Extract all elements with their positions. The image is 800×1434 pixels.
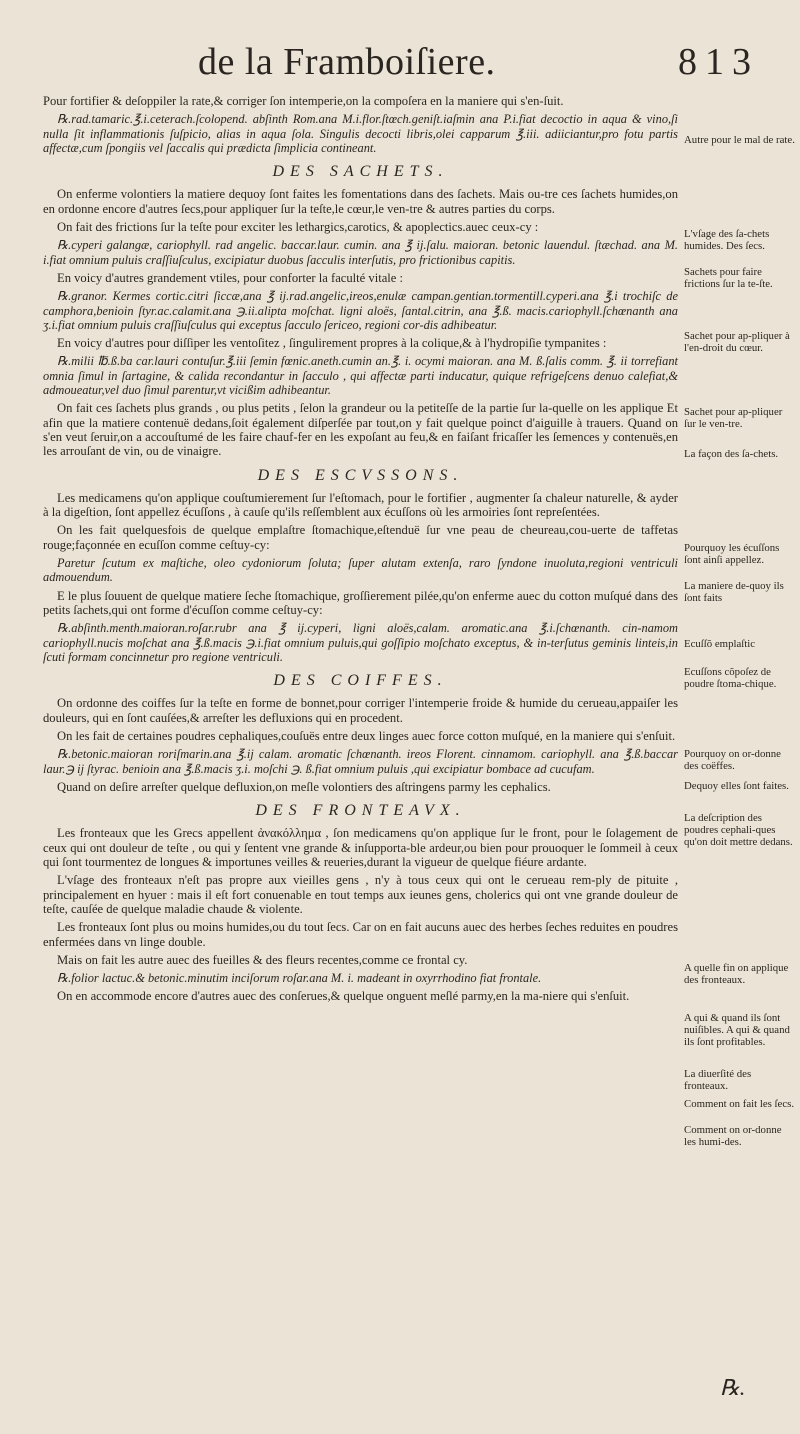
margin-note: Ecuſſons cõpoſez de poudre ſtoma-chique.: [684, 666, 777, 690]
body-paragraph: On les fait de certaines poudres cephaliques,couſuës entre deux linges auec force cotton muſqué, en la maniere qui s'enſuit.: [57, 728, 676, 743]
running-title: de la Framboiſiere.: [198, 41, 496, 83]
body-paragraph: On les fait quelquesfois de quelque emplaſtre ſtomachique,eſtenduë ſur vne peau de cheureau,cou-uerte de taffetas rouge;façonnée en ecuſſon comme ceſtuy-cy:: [43, 523, 678, 552]
recipe-paragraph: ℞.granor. Kermes cortic.citri ſiccæ,ana ℥ ij.rad.angelic,ireos,enulæ campan.gentian.tormentill.cyperi.ana ℥.i trochiſc de camphora,benioin ſtyr.ac.calamit.ana ℈.ii.alipta moſchat. ligni aloës, ſantal.citrin, ana ℥.ß. macis.cariophyll.ſchœnanth ana ʒ.i.fiat omnium puluis craſſiuſculus qui exceptus ſacculo ſericeo, regioni cor-dis adhibeatur.: [43, 289, 678, 332]
recipe-paragraph: ℞.folior lactuc.& betonic.minutim inciſorum roſar.ana M. i. madeant in oxyrrhodino fiat frontale.: [57, 971, 542, 986]
body-paragraph: Les fronteaux que les Grecs appellent ἀνακόλλημα , ſon medicamens qu'on applique ſur le front, pour le ſolagement de ceux qui ont douleur de teſte , ou qui y ſentent vne grande & inſupporta-ble ardeur,ou bien pour prouoquer le ſommeil à ceux qui ſont tourmentez de longues & importunes veilles & reueries,durant la vigueur de quelque fiéure ardante.: [43, 826, 678, 870]
body-paragraph: On fait des frictions ſur la teſte pour exciter les lethargics,carotics, & apoplectics.auec ceux-cy :: [57, 220, 539, 235]
recipe-paragraph: Paretur ſcutum ex maſtiche, oleo cydoniorum ſoluta; ſuper alutam extenſa, raro ſyndone inuoluta,regioni ventriculi admouendum.: [43, 556, 678, 585]
body-paragraph: Les fronteaux ſont plus ou moins humides,ou du tout ſecs. Car on en fait aucuns auec des herbes ſeches reduites en poudres enfermées dans vn linge double.: [43, 920, 678, 949]
body-paragraph: En voicy d'autres pour diſſiper les ventoſitez , ſingulirement propres à la colique,& à l'hydropiſie tympanites :: [57, 336, 607, 351]
main-text-column: [43, 94, 678, 1008]
margin-note: Sachet pour ap-pliquer à l'en-droit du cœur.: [684, 330, 790, 354]
margin-note: A quelle fin on applique des fronteaux.: [684, 962, 789, 986]
margin-note: La façon des ſa-chets.: [684, 448, 779, 460]
body-paragraph: On ordonne des coiffes ſur la teſte en forme de bonnet,pour corriger l'intemperie froide & humide du cerueau,appaiſer les douleurs, qui en ſont cauſées,& arreſter les defluxions qui en procedent.: [43, 696, 678, 725]
margin-note: Pourquoy les écuſſons ſont ainſi appellez.: [684, 542, 780, 566]
recipe-paragraph: ℞.milii ℔.ß.ba car.lauri contuſur.℥.iii ſemin fœnic.aneth.cumin an.℥. i. ocymi maioran. ana M. ß.ſalis comm. ℥. ii torrefiant omnia ſimul in ſartagine, & calida recondantur in ſacculo , qui affectæ parti inducatur, quique refrigeſcens denuo calefiat,& admoueatur,vel duo ſimul parentur,vt vicißim adhibeantur.: [43, 354, 678, 398]
catchword: ℞.: [720, 1375, 746, 1400]
margin-note: La diuerſité des fronteaux.: [684, 1068, 752, 1092]
body-paragraph: Les medicamens qu'on applique couſtumierement ſur l'eſtomach, pour le fortifier , augmenter ſa chaleur naturelle, & ayder à la digeſtion, ſont appellez écuſſons , à cauſe qu'ils reſſemblent aux écuſſons où les armoiries ſont repreſentées.: [43, 490, 678, 520]
body-paragraph: On enferme volontiers la matiere dequoy ſont faites les fomentations dans des ſachets. Mais ou-tre ces ſachets humides,on en ordonne encore d'autres ſecs,pour appliquer ſur la teſte,le cœur,le ven-tre & autres parties du corps.: [43, 187, 678, 216]
recipe-paragraph: ℞.cyperi galangæ, cariophyll. rad angelic. baccar.laur. cumin. ana ℥ ij.ſalu. maioran. betonic lauendul. ſtæchad. ana M. i.fiat omnium puluis craſſiuſculus, excipiatur duobus ſacculis interſutis, pro frictionibus capitis.: [43, 238, 678, 267]
running-header: [0, 40, 800, 88]
page-number: 813: [678, 41, 759, 83]
recipe-paragraph: ℞.abſinth.menth.maioran.roſar.rubr ana ℥ ij.cyperi, ligni aloës,calam. aromatic.ana ℥.i.ſchœnanth. cin-namom cariophyll.nucis moſchat ana ℥.ß.macis ℈.i.fiat omnium puluis,qui goſſipio moſchato exceptus, & in-terſutus geminis linteis,in ſcuti formam concinnetur pro regione ventriculi.: [43, 621, 678, 664]
body-paragraph: Mais on fait les autre auec des fueilles & des fleurs recentes,comme ce frontal cy.: [57, 952, 468, 967]
body-paragraph: On en accommode encore d'autres auec des conſerues,& quelque onguent meſlé parmy,en la ma-niere qui s'enſuit.: [57, 989, 630, 1004]
margin-note: Sachets pour faire frictions ſur la te-ſte.: [684, 266, 773, 290]
recipe-paragraph: ℞.betonic.maioran roriſmarin.ana ℥.ij calam. aromatic ſchœnanth. ireos Florent. cinnamom. cariophyll. ana ℥.ß.baccar laur.℈ ij ſtyrac. benioin ana ℥.ß.macis ʒ.i. moſchi ℈. ß.fiat omnium puluis ,qui excipiatur bombace ad cucufam.: [43, 747, 678, 776]
section-heading: DES FRONTEAVX.: [255, 802, 466, 820]
margin-note: La maniere de-quoy ils ſont faits: [684, 580, 784, 604]
body-paragraph: L'vſage des fronteaux n'eſt pas propre aux vieilles gens , n'y à tous ceux qui ont le cerueau rem-ply de pituite , principalement en hyuer : mais il eſt fort conuenable en tout temps aux ieunes gens, cholerics qui ont vne grande douleur de teſte, cauſée de quelque maladie chaude & violente.: [43, 873, 678, 916]
body-paragraph: Pour fortifier & deſoppiler la rate,& corriger ſon intemperie,on la compoſera en la maniere qui s'en-ſuit.: [43, 94, 564, 108]
section-heading: DES ESCVSSONS.: [257, 466, 464, 484]
body-paragraph: E le plus ſouuent de quelque matiere ſeche ſtomachique, groſſierement pilée,qu'on enferme auec du cotton muſqué dans des petits ſachets,qui ont forme d'écuſſon comme ceſtuy-cy:: [43, 588, 678, 617]
body-paragraph: Quand on deſire arreſter quelque defluxion,on meſle volontiers des aſtringens parmy les cephalics.: [57, 779, 551, 794]
section-heading: DES COIFFES.: [273, 672, 448, 690]
body-paragraph: On fait ces ſachets plus grands , ou plus petits , ſelon la grandeur ou la petiteſſe de la partie ſur la-quelle on les applique Et afin que la matiere contenuë dedans,ſoit également diſperſée par tout,on y fait quelque poinct d'aiguille à trauers. Quand on s'en veut ſeruir,on a accouſtumé de les faire chauf-fer en les expoſant au feu,& en faiſant fricaſſer les ſemences y contenuës,en les arrouſant de vin, ou de vinaigre.: [43, 401, 678, 459]
body-paragraph: En voicy d'autres grandement vtiles, pour conforter la faculté vitale :: [57, 270, 404, 285]
margin-note: Comment on fait les ſecs.: [684, 1098, 795, 1110]
margin-note: Sachet pour ap-pliquer ſur le ven-tre.: [684, 406, 783, 430]
margin-note: Autre pour le mal de rate.: [684, 134, 795, 146]
margin-note: L'vſage des ſa-chets humides. Des ſecs.: [684, 228, 770, 252]
margin-note: Pourquoy on or-donne des coëffes.: [684, 748, 781, 772]
margin-note: Dequoy elles ſont faites.: [684, 780, 789, 792]
margin-note: Comment on or-donne les humi-des.: [684, 1124, 782, 1148]
recipe-paragraph: ℞.rad.tamaric.℥.i.ceterach.ſcolopend. abſinth Rom.ana M.i.flor.ſtœch.geniſt.iaſmin ana P.i.fiat decoctio in aqua & vino,ſi nulla ſit inflammationis ſuſpicio, alias in aqua ſola. Singulis decocti libris,olei capparum ℥.iii. adiiciantur,pro fotu partis affectæ,cum ſpongiis vel ſaccalis qui prædicta ſimplicia contineant.: [43, 112, 678, 155]
section-heading: DES SACHETS.: [272, 163, 449, 181]
margin-note: La deſcription des poudres cephali-ques qu'on doit mettre dedans.: [684, 812, 793, 848]
margin-note: Ecuſſõ emplaſtic: [684, 638, 756, 650]
margin-note: A qui & quand ils ſont nuiſibles. A qui & quand ils ſont profitables.: [684, 1012, 790, 1048]
